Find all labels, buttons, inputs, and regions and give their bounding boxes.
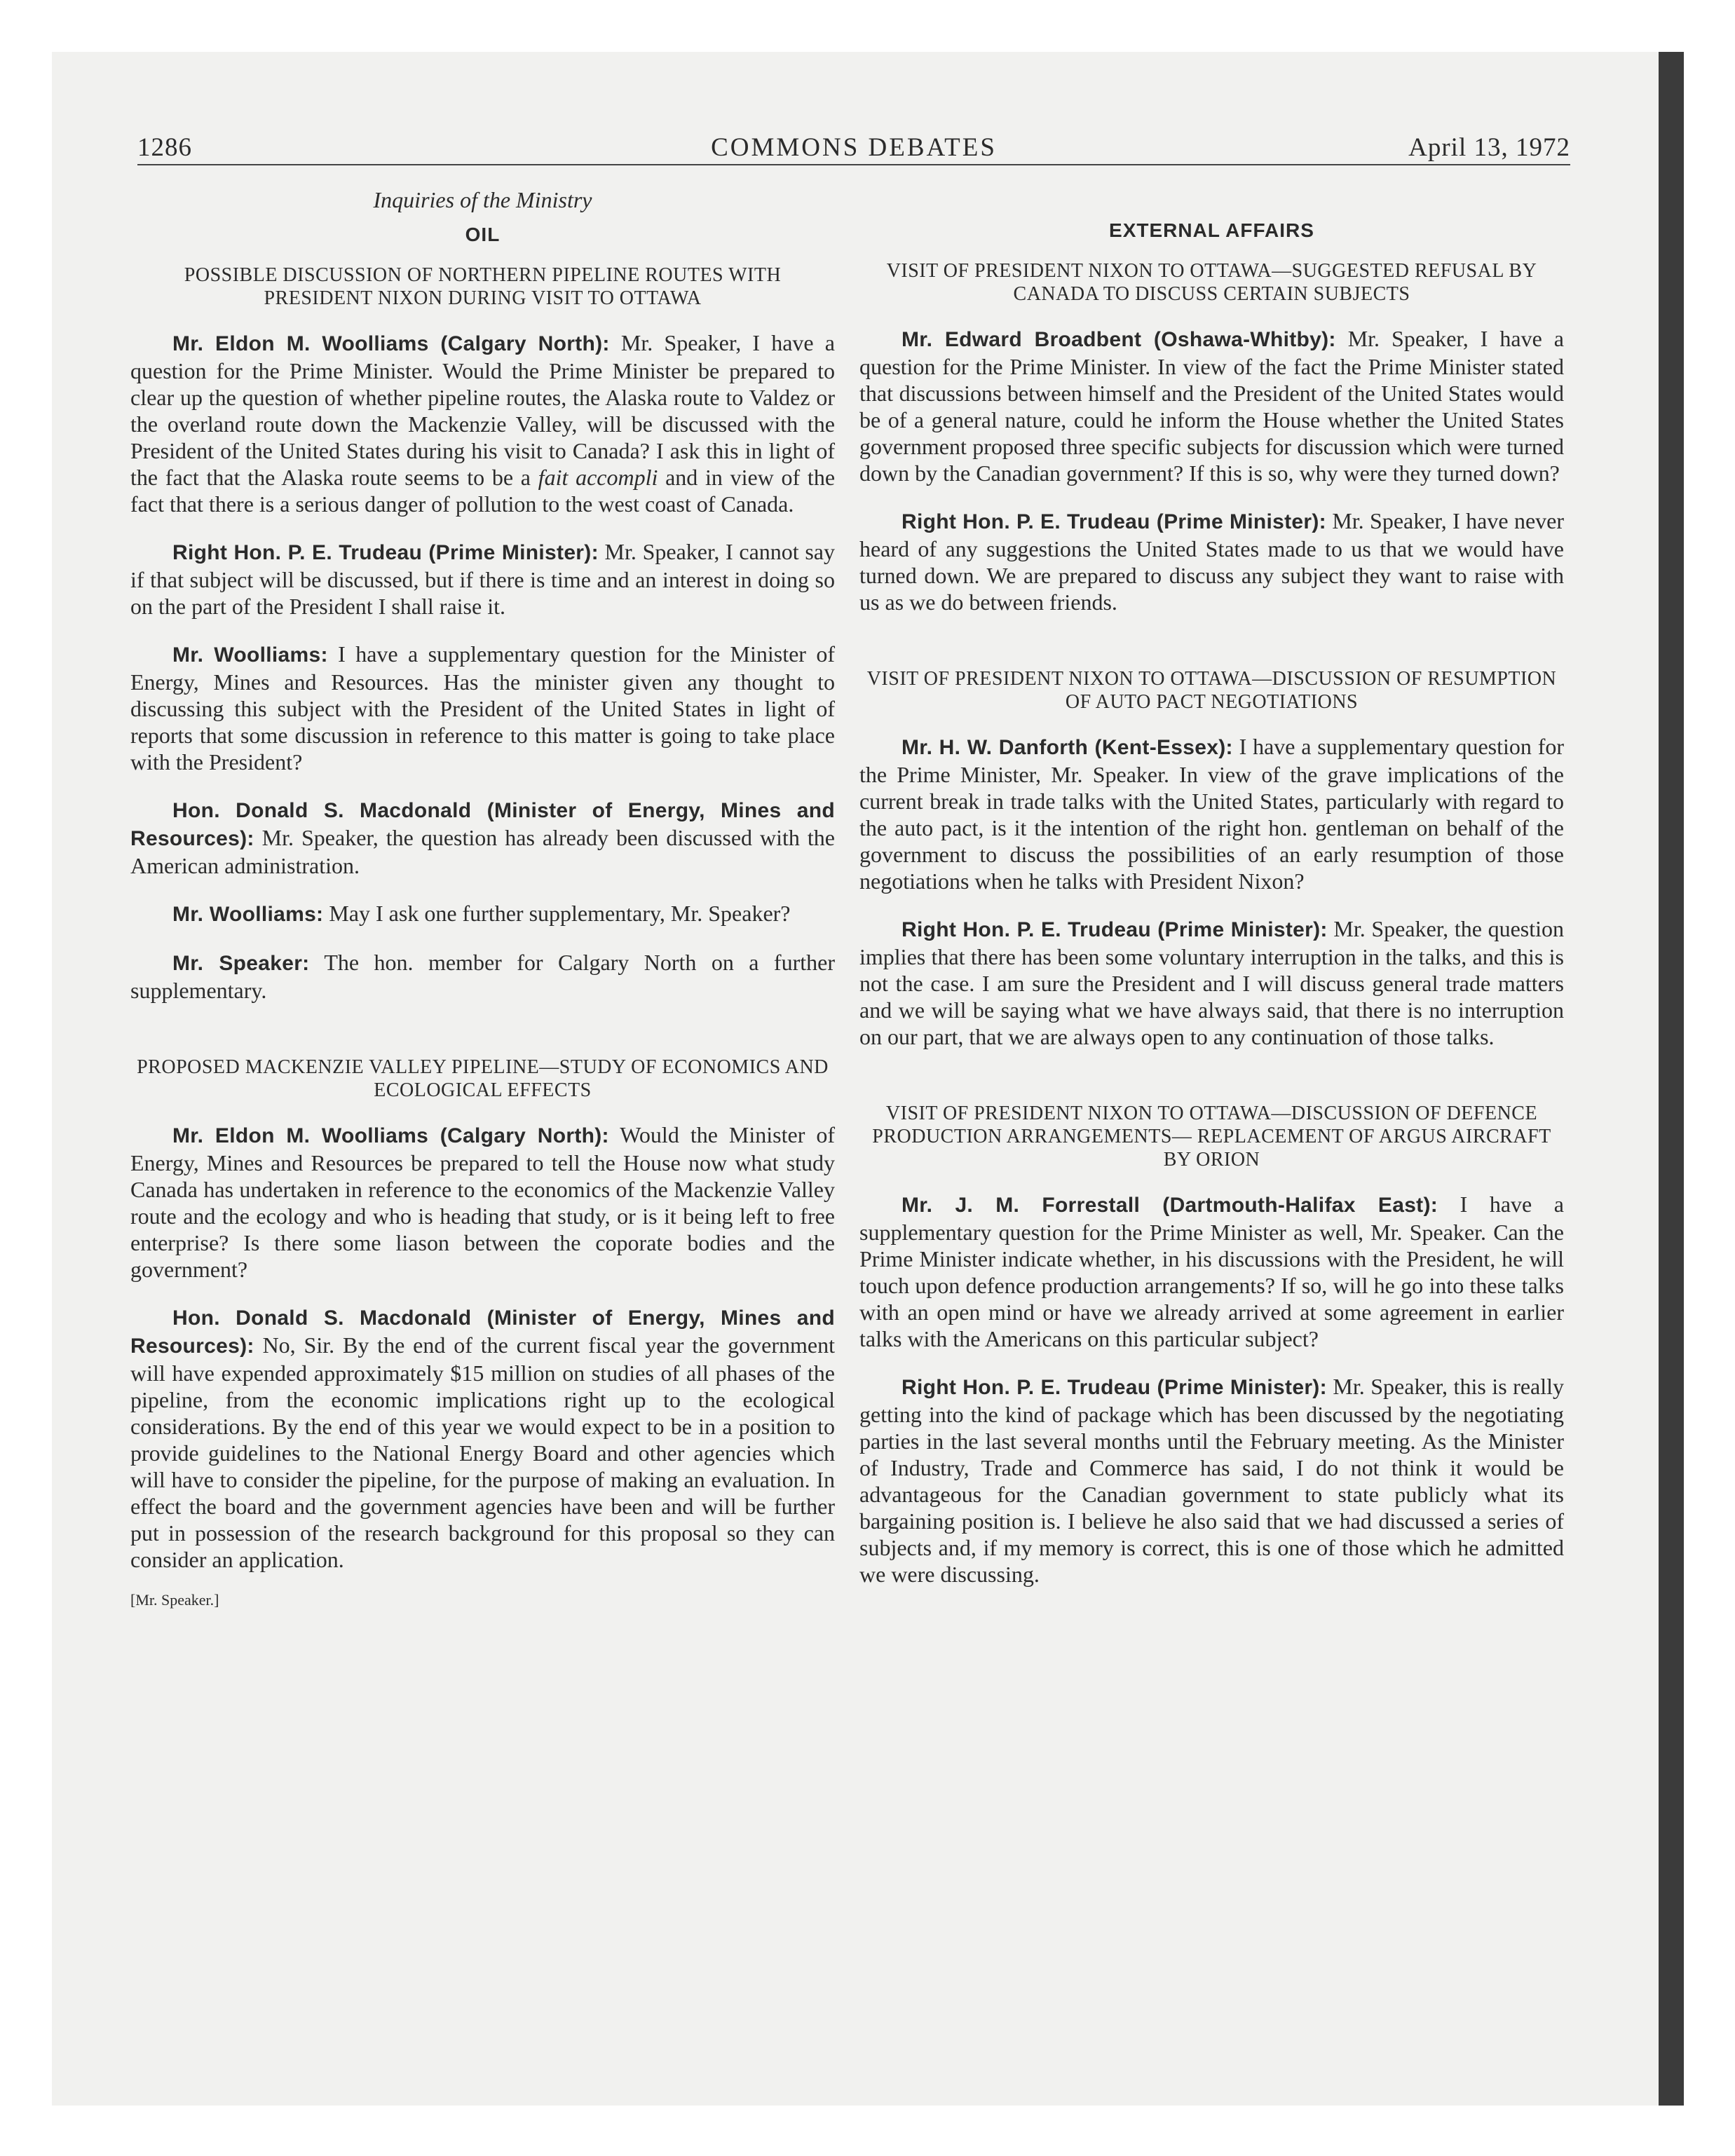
speech-paragraph	[859, 733, 1564, 894]
speech-paragraph	[130, 1304, 835, 1573]
speaker-name: Hon. Donald S. Macdonald (Minister of Energy, Mines and Resources):	[130, 1306, 835, 1358]
speaker-name: Right Hon. P. E. Trudeau (Prime Minister):	[901, 918, 1328, 941]
section-subheading: Inquiries of the Ministry	[373, 187, 592, 212]
speech-text: Mr. Speaker, I have never heard of any suggestions the United States made to us that we would have turned down. We are prepared to discuss any subject they want to raise with us as we do between friends.	[859, 508, 1565, 615]
speech-paragraph	[859, 507, 1564, 615]
page-header	[137, 132, 1570, 165]
speech-text: and in view of the fact that there is a serious danger of pollution to the west coast of Canada.	[130, 465, 836, 517]
speech-text: Mr. Speaker, this is really getting into the kind of package which has been discussed by the negotiating parties in the last several months until the February meeting. As the Minister of Industry, Trade and Commerce has said, I do not think it would be advantageous for the Canadian government to state publicly what its bargaining position is. I believe he also said that we had discussed a series of subjects and, if my memory is correct, this is one of those which he admitted we were discussing.	[859, 1374, 1564, 1587]
section-gap	[859, 1071, 1564, 1102]
speech-text: Mr. Speaker, I have a question for the Prime Minister. In view of the fact the Prime Minister stated that discussions between himself and the President of the United States would be of a general nature, could he inform the House whether the United States government proposed three specific subjects for discussion which were turned down by the Canadian government? If this is so, why were they turned down?	[859, 326, 1564, 486]
section-gap	[859, 636, 1564, 667]
speech-text: May I ask one further supplementary, Mr. Speaker?	[323, 901, 791, 926]
speech-text: I have a supplementary question for the Prime Minister, Mr. Speaker. In view of the grave implications of the current break in trade talks with the United States, particularly with regard to the auto pact, is it the intention of the right hon. gentleman on behalf of the government to discuss the possibilities of an early resumption of those negotiations when he talks with President Nixon?	[859, 734, 1565, 894]
topic-heading: POSSIBLE DISCUSSION OF NORTHERN PIPELINE ROUTES WITH PRESIDENT NIXON DURING VISIT TO OTTAWA	[184, 264, 782, 309]
speaker-name: Right Hon. P. E. Trudeau (Prime Minister):	[172, 541, 599, 564]
speech-text: I have a supplementary question for the Minister of Energy, Mines and Resources. Has the minister given any thought to discussing this subject with the President of the United States in light of reports that some discussion in reference to this matter is going to take place with the President?	[130, 641, 835, 775]
footer-speaker-note: [Mr. Speaker.]	[130, 1591, 219, 1609]
speech-text: I have a supplementary question for the Prime Minister as well, Mr. Speaker. Can the Prime Minister indicate whether, in his discussions with the President, he will touch upon defence production arrangements? If so, will he go into these talks with an open mind or have we already arrived at some agreement in earlier talks with the Americans on this particular subject?	[859, 1192, 1564, 1351]
speech-paragraph	[130, 1121, 835, 1283]
speech-paragraph	[130, 538, 835, 620]
speaker-name: Mr. H. W. Danforth (Kent-Essex):	[901, 736, 1233, 759]
speech-paragraph	[130, 796, 835, 879]
speech-text: Mr. Speaker, the question implies that there has been some voluntary interruption in the talks, and this is not the case. I am sure the President and I will discuss general trade matters and we will be saying what we have always said, that there is no interruption on our part, that we are always open to any continuation of those talks.	[859, 916, 1564, 1049]
section-heading-external-affairs: EXTERNAL AFFAIRS	[1109, 219, 1314, 241]
speech-text: Mr. Speaker, the question has already been discussed with the American administration.	[130, 825, 835, 878]
section-heading-oil: OIL	[465, 224, 501, 245]
section-gap	[130, 1025, 835, 1056]
speaker-name: Mr. Eldon M. Woolliams (Calgary North):	[172, 332, 610, 355]
speech-text: Mr. Speaker, I cannot say if that subject will be discussed, but if there is time and an interest in doing so on the part of the President I shall raise it.	[130, 539, 836, 619]
speech-paragraph	[859, 325, 1564, 486]
speech-paragraph	[859, 915, 1564, 1050]
topic-heading: VISIT OF PRESIDENT NIXON TO OTTAWA—DISCUSSION OF DEFENCE PRODUCTION ARRANGEMENTS— REPLACEMENT OF ARGUS AIRCRAFT BY ORION	[872, 1103, 1551, 1171]
speech-text: Mr. Speaker, I have a question for the Prime Minister. Would the Prime Minister be prepared to clear up the question of whether pipeline routes, the Alaska route to Valdez or the overland route down the Mackenzie Valley, will be discussed with the President of the United States during his visit to Canada? I ask this in light of the fact that the Alaska route seems to be a	[130, 330, 836, 490]
page-date: April 13, 1972	[1408, 133, 1570, 162]
speech-text: Would the Minister of Energy, Mines and Resources be prepared to tell the House now what study Canada has undertaken in reference to the economics of the Mackenzie Valley route and the ecology and who is heading that study, or is it being left to free enterprise? Is there some liason between the coporate bodies and the government?	[130, 1122, 836, 1282]
topic-heading: PROPOSED MACKENZIE VALLEY PIPELINE—STUDY OF ECONOMICS AND ECOLOGICAL EFFECTS	[137, 1056, 829, 1101]
speech-paragraph	[859, 1191, 1564, 1352]
running-title: COMMONS DEBATES	[711, 133, 997, 162]
speech-paragraph	[130, 329, 835, 517]
topic-heading: VISIT OF PRESIDENT NIXON TO OTTAWA—DISCUSSION OF RESUMPTION OF AUTO PACT NEGOTIATIONS	[866, 668, 1557, 713]
speech-text: The hon. member for Calgary North on a further supplementary.	[130, 950, 835, 1003]
speaker-name: Mr. Edward Broadbent (Oshawa-Whitby):	[901, 328, 1336, 351]
scan-edge-bar	[1659, 52, 1684, 2106]
speaker-name: Mr. Eldon M. Woolliams (Calgary North):	[172, 1124, 609, 1147]
speaker-name: Mr. Woolliams:	[172, 903, 324, 926]
speaker-name: Mr. J. M. Forrestall (Dartmouth-Halifax East):	[901, 1194, 1438, 1217]
speech-paragraph	[130, 641, 835, 775]
speech-italic-text: fait accompli	[538, 465, 658, 490]
speaker-name: Right Hon. P. E. Trudeau (Prime Minister):	[901, 1376, 1327, 1399]
right-column	[859, 181, 1564, 1609]
speech-text: No, Sir. By the end of the current fiscal year the government will have expended approximately $15 million on studies of all phases of the pipeline, from the economic implications right up to the ecological considerations. By the end of this year we would expect to be in a position to provide guidelines to the National Energy Board and other agencies which will have to consider the pipeline, for the purpose of making an evaluation. In effect the board and the government agencies have been and will be further put in possession of the research background for this proposal so they can consider an application.	[130, 1332, 835, 1572]
topic-heading: VISIT OF PRESIDENT NIXON TO OTTAWA—SUGGESTED REFUSAL BY CANADA TO DISCUSS CERTAIN SUBJECTS	[886, 260, 1537, 305]
page-number: 1286	[137, 133, 192, 162]
speech-paragraph	[130, 900, 835, 928]
speaker-name: Mr. Woolliams:	[172, 643, 328, 667]
speaker-name: Hon. Donald S. Macdonald (Minister of Energy, Mines and Resources):	[130, 799, 835, 850]
left-column	[130, 181, 835, 1613]
speech-paragraph	[859, 1373, 1564, 1588]
speaker-name: Right Hon. P. E. Trudeau (Prime Minister):	[901, 510, 1326, 533]
speaker-name: Mr. Speaker:	[172, 952, 310, 975]
speech-paragraph	[130, 949, 835, 1004]
